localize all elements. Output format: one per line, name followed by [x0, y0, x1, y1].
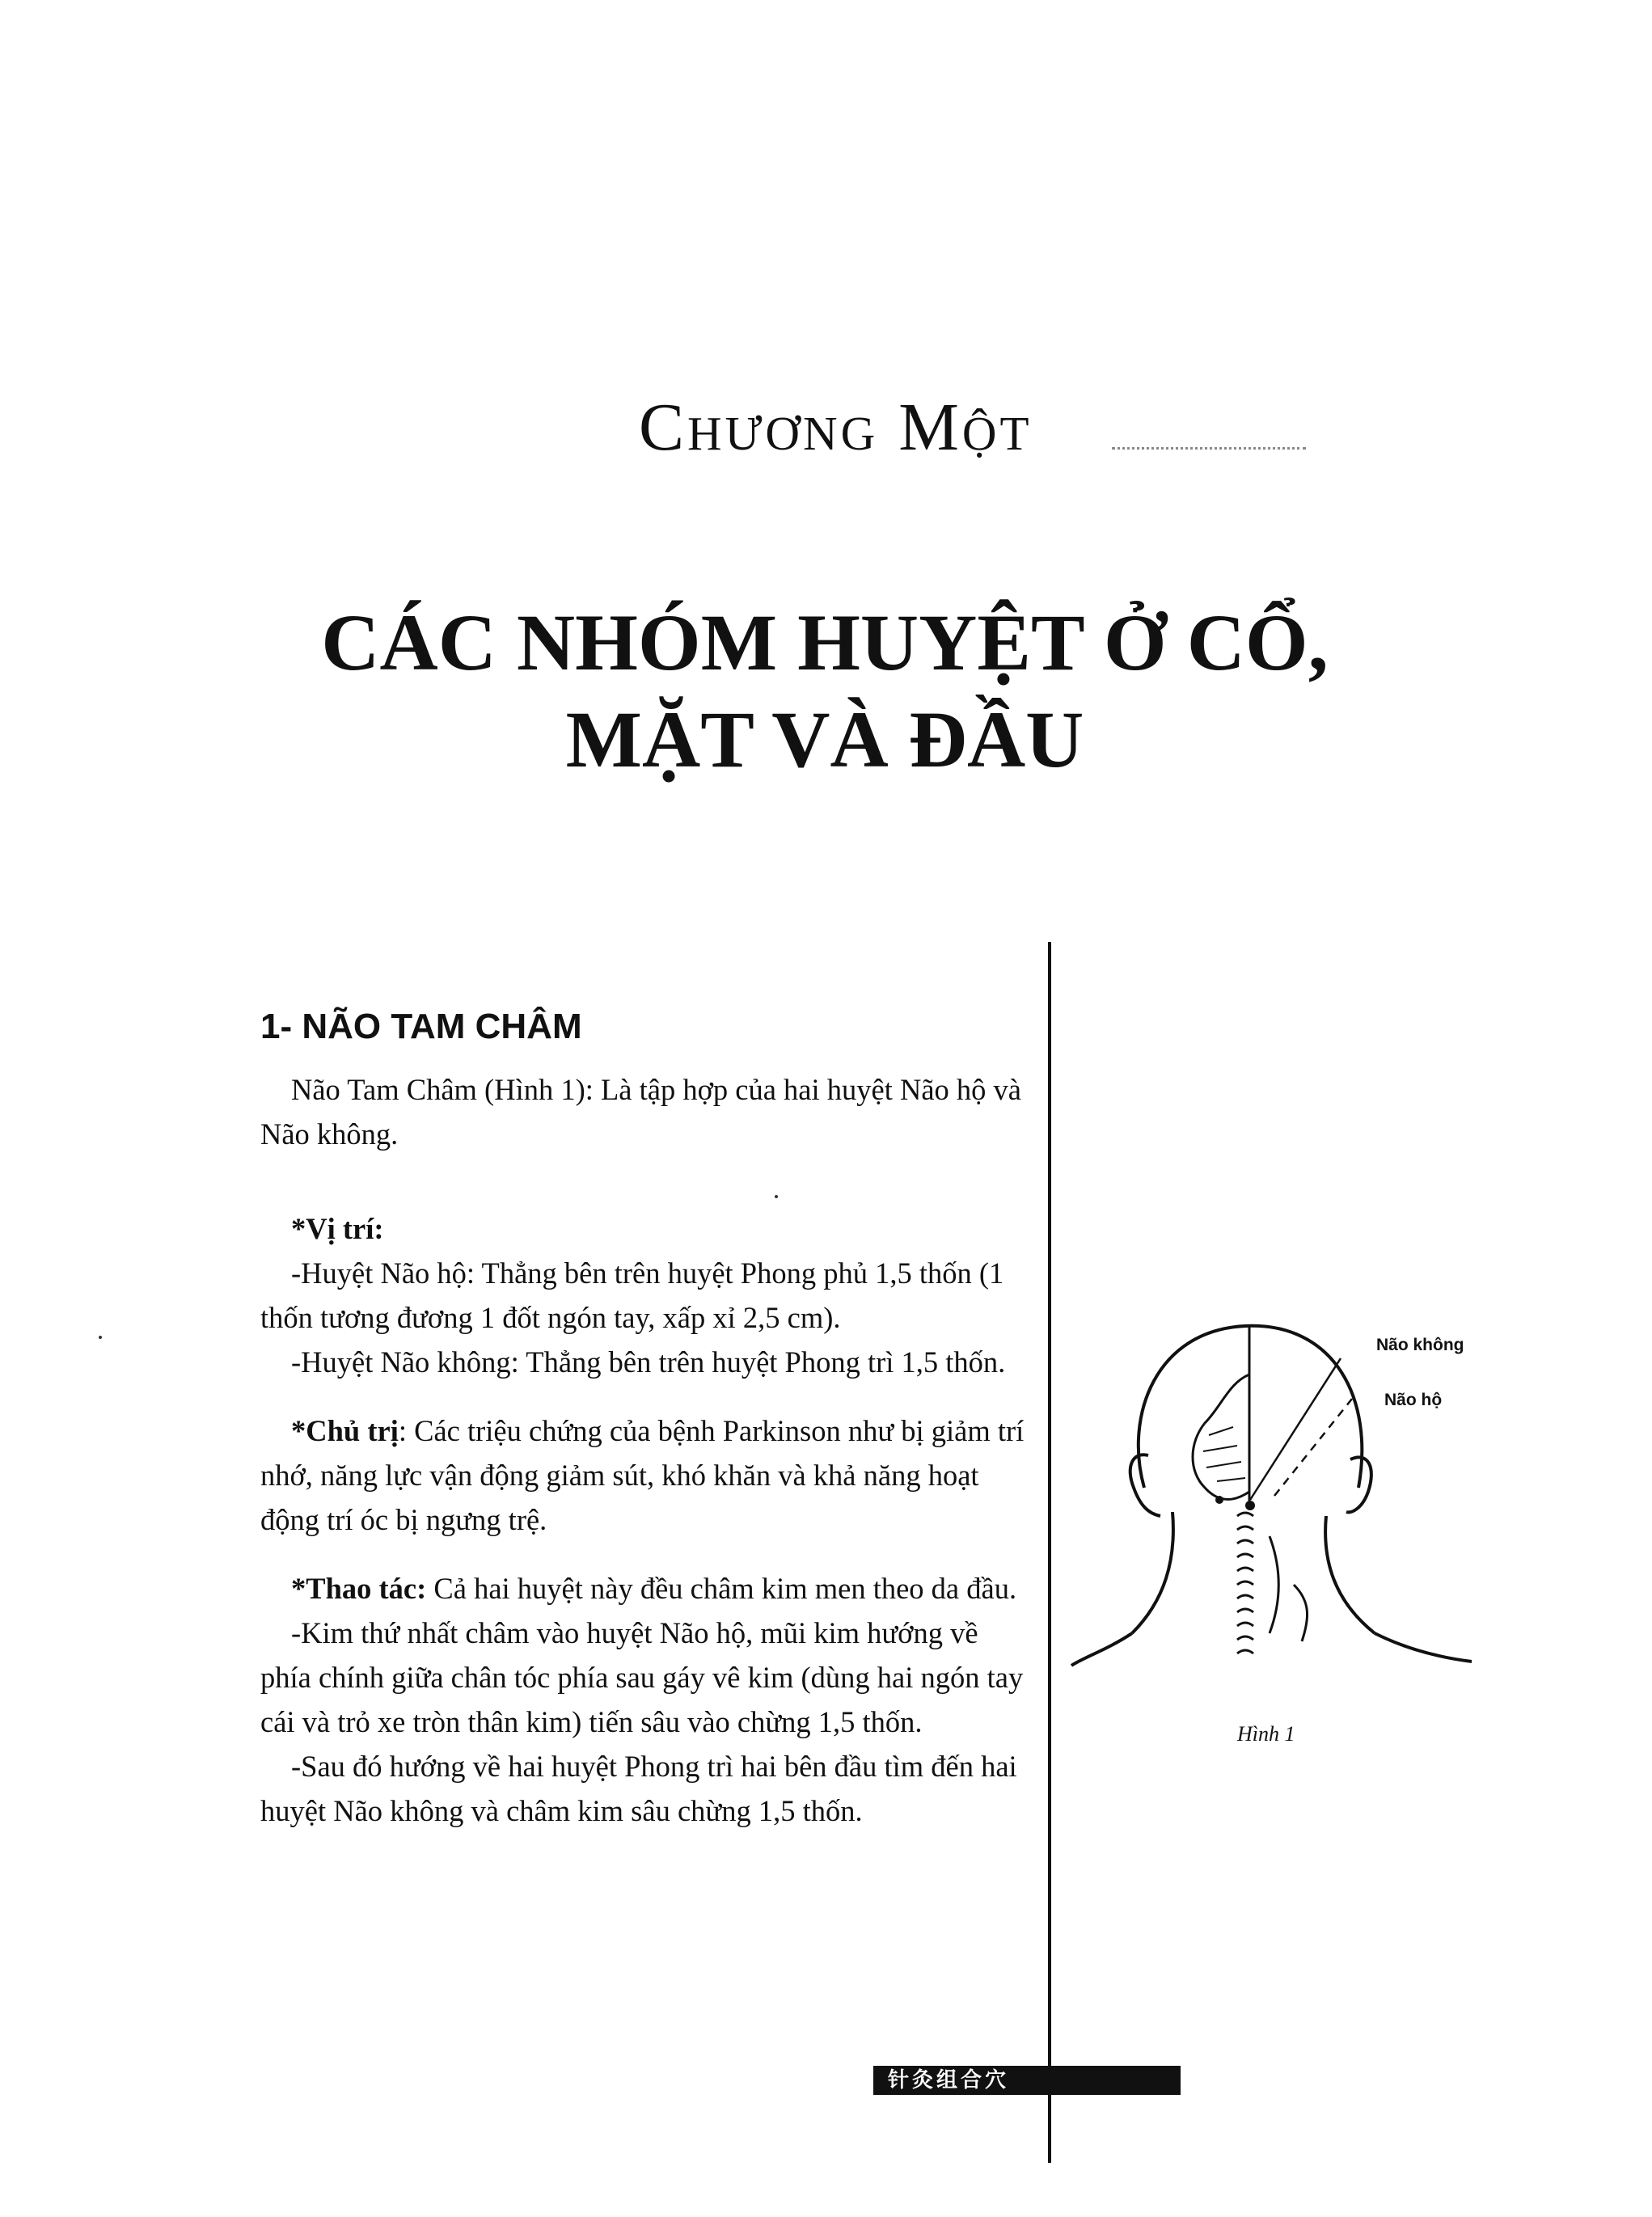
section-heading: 1- NÃO TAM CHÂM: [260, 1007, 582, 1046]
column-divider: [1048, 942, 1051, 2163]
head-figure: [1067, 1294, 1488, 1682]
section-body: [260, 1067, 1033, 1833]
left-ear: [1130, 1455, 1160, 1516]
label-nao-khong: Não không: [1376, 1336, 1464, 1354]
indication-label: *Chủ trị: [291, 1414, 399, 1447]
intro-paragraph: Não Tam Châm (Hình 1): Là tập hợp của hai huyệt Não hộ và Não không.: [260, 1073, 1021, 1151]
technique-text: Cả hai huyệt này đều châm kim men theo da đầu.: [426, 1572, 1017, 1605]
neck-right: [1325, 1516, 1375, 1633]
chapter-title-line-1: CÁC NHÓM HUYỆT Ở CỔ,: [321, 598, 1329, 687]
nao-ho-leader: [1274, 1399, 1352, 1496]
stray-mark: [99, 1336, 102, 1339]
nao-ho-point: [1245, 1501, 1255, 1510]
technique-step-1: -Kim thứ nhất châm vào huyệt Não hộ, mũi kim hướng về phía chính giữa chân tóc phía sau gáy vê kim (dùng hai ngón tay cái và trỏ xe tròn thân kim) tiến sâu vào chừng 1,5 thốn.: [260, 1616, 1024, 1738]
chapter-label: Chương Một: [639, 390, 1033, 465]
indication-text: : Các triệu chứng của bệnh Parkinson như bị giảm trí nhớ, năng lực vận động giảm sút, khó khăn và khả năng hoạt động trí óc bị ngưng trệ.: [260, 1414, 1025, 1536]
technique-label: *Thao tác:: [291, 1572, 427, 1605]
technique-step-2: -Sau đó hướng về hai huyệt Phong trì hai bên đầu tìm đến hai huyệt Não không và châm kim sâu chừng 1,5 thốn.: [260, 1750, 1017, 1827]
neck-left: [1132, 1512, 1173, 1633]
location-nao-khong: -Huyệt Não không: Thẳng bên trên huyệt Phong trì 1,5 thốn.: [291, 1345, 1006, 1379]
chapter-dots: [1112, 447, 1306, 450]
figure-caption: Hình 1: [1237, 1722, 1295, 1746]
indication-paragraph: [260, 1408, 1033, 1542]
chapter-title: [243, 594, 1407, 788]
footer-badge: 针灸组合穴: [873, 2066, 1181, 2095]
nao-khong-leader: [1250, 1358, 1341, 1500]
stray-mark: [775, 1195, 778, 1198]
left-shoulder: [1071, 1633, 1132, 1666]
technique-paragraph: [260, 1566, 1033, 1611]
chapter-title-line-2: MẶT VÀ ĐẦU: [565, 695, 1084, 784]
spine: [1237, 1513, 1253, 1653]
location-label: *Vị trí:: [291, 1212, 384, 1245]
label-nao-ho: Não hộ: [1384, 1391, 1443, 1409]
location-nao-ho: -Huyệt Não hộ: Thẳng bên trên huyệt Phong phủ 1,5 thốn (1 thốn tương đương 1 đốt ngón tay, xấp xỉ 2,5 cm).: [260, 1256, 1004, 1334]
nao-khong-point: [1215, 1496, 1223, 1504]
right-shoulder: [1375, 1633, 1472, 1662]
